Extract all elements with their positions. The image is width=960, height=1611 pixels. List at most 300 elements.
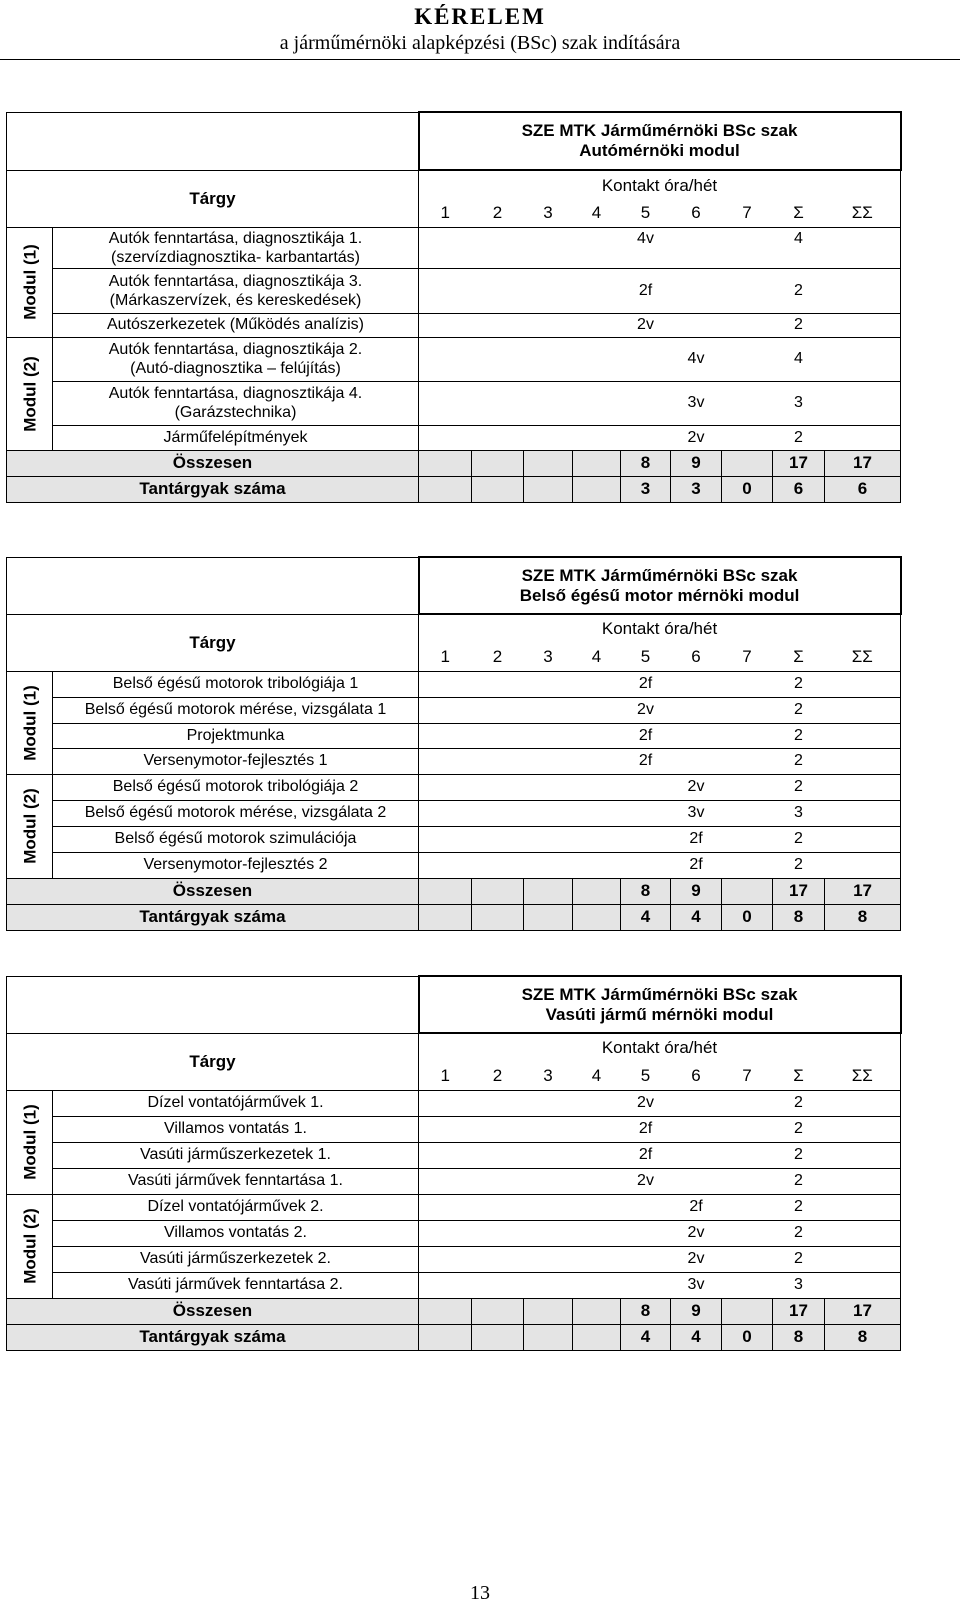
table-cell — [419, 723, 472, 748]
table-cell — [722, 697, 773, 723]
total-value: 8 — [621, 450, 671, 476]
module-table-1 — [6, 111, 873, 503]
subject-cell: Projektmunka — [53, 723, 419, 748]
semester-header: 6 — [671, 643, 722, 671]
table-cell — [419, 1194, 472, 1220]
sum-cell: 2 — [773, 697, 825, 723]
document-title: KÉRELEM — [414, 4, 546, 29]
table-cell — [573, 1324, 621, 1350]
hours-cell: 2f — [671, 1194, 722, 1220]
table-title-line1: SZE MTK Járműmérnöki BSc szak — [521, 565, 798, 585]
table-cell — [419, 381, 472, 425]
table-cell — [573, 1246, 621, 1272]
table-cell — [825, 774, 901, 800]
count-value: 8 — [773, 1324, 825, 1350]
table-cell — [573, 826, 621, 852]
table-cell — [419, 774, 472, 800]
table-cell — [573, 476, 621, 502]
sum-cell: 4 — [773, 227, 825, 268]
table-cell — [621, 337, 671, 381]
module-table-3 — [6, 975, 873, 1351]
subject-cell: Belső égésű motorok tribológiája 1 — [53, 671, 419, 697]
total-value: 8 — [621, 1298, 671, 1324]
hours-cell: 4v — [621, 227, 671, 268]
semester-header: 7 — [722, 643, 773, 671]
sum-cell: 2 — [773, 1142, 825, 1168]
subject-cell: Járműfelépítmények — [53, 425, 419, 450]
table-cell — [722, 1272, 773, 1298]
hours-cell: 2f — [621, 1142, 671, 1168]
total-value: 17 — [773, 1298, 825, 1324]
table-cell — [419, 1220, 472, 1246]
table-cell — [472, 1194, 524, 1220]
table-cell — [472, 800, 524, 826]
count-value: 8 — [773, 904, 825, 930]
table-cell — [825, 1246, 901, 1272]
table-title-line1: SZE MTK Járműmérnöki BSc szak — [521, 121, 798, 140]
subject-cell: Belső égésű motorok mérése, vizsgálata 2 — [53, 800, 419, 826]
table-cell — [472, 748, 524, 774]
table-cell — [573, 227, 621, 268]
table-cell — [722, 1246, 773, 1272]
table-cell — [621, 1220, 671, 1246]
total-label: Összesen — [7, 450, 419, 476]
table-cell — [573, 425, 621, 450]
table-cell — [722, 774, 773, 800]
hours-cell: 2v — [671, 774, 722, 800]
table-cell — [621, 826, 671, 852]
sum-cell: 2 — [773, 425, 825, 450]
sum-cell: 2 — [773, 723, 825, 748]
table-cell — [573, 337, 621, 381]
table-cell — [524, 1246, 573, 1272]
hours-cell: 2v — [671, 1220, 722, 1246]
table-cell — [524, 1194, 573, 1220]
table-cell — [825, 1116, 901, 1142]
hours-cell: 2v — [621, 313, 671, 337]
table-cell — [621, 774, 671, 800]
table-cell — [722, 878, 773, 904]
table-cell — [524, 450, 573, 476]
table-cell — [621, 425, 671, 450]
subject-cell: Belső égésű motorok szimulációja — [53, 826, 419, 852]
table-cell — [524, 313, 573, 337]
total-value: 17 — [825, 878, 901, 904]
table-cell — [825, 313, 901, 337]
table-cell — [671, 313, 722, 337]
subject-cell: Autók fenntartása, diagnosztikája 1. (szervízdiagnosztika- karbantartás) — [53, 227, 419, 268]
sum-header: Σ — [773, 1062, 825, 1090]
table-cell — [472, 1298, 524, 1324]
total-value: 9 — [671, 450, 722, 476]
table-cell — [419, 1272, 472, 1298]
count-value: 0 — [722, 904, 773, 930]
subject-header: Tárgy — [7, 170, 419, 227]
table-cell — [825, 800, 901, 826]
subject-cell: Dízel vontatójárművek 1. — [53, 1090, 419, 1116]
sum-cell: 3 — [773, 1272, 825, 1298]
subject-cell: Versenymotor-fejlesztés 2 — [53, 852, 419, 878]
subject-cell: Villamos vontatás 2. — [53, 1220, 419, 1246]
table-cell — [722, 852, 773, 878]
table-cell — [472, 227, 524, 268]
table-cell — [524, 697, 573, 723]
table-cell — [621, 381, 671, 425]
module-table-2 — [6, 556, 873, 931]
hours-cell: 2f — [621, 748, 671, 774]
count-value: 4 — [671, 1324, 722, 1350]
table-cell — [419, 904, 472, 930]
total-value: 17 — [825, 450, 901, 476]
table-cell — [573, 748, 621, 774]
subject-cell: Versenymotor-fejlesztés 1 — [53, 748, 419, 774]
table-cell — [722, 1168, 773, 1194]
count-value: 4 — [671, 904, 722, 930]
table-cell — [722, 425, 773, 450]
subject-cell: Autók fenntartása, diagnosztikája 3. (Márkaszervízek, és kereskedések) — [53, 268, 419, 313]
semester-header: 4 — [573, 643, 621, 671]
table-cell — [825, 723, 901, 748]
table-cell — [524, 1298, 573, 1324]
table-cell — [472, 1168, 524, 1194]
hours-cell: 2f — [621, 723, 671, 748]
table-cell — [419, 697, 472, 723]
hours-cell: 2f — [621, 1116, 671, 1142]
grand-sum-header: ΣΣ — [825, 200, 901, 227]
table-cell — [524, 1168, 573, 1194]
count-value: 4 — [621, 1324, 671, 1350]
subject-header: Tárgy — [7, 1033, 419, 1090]
table-cell — [472, 697, 524, 723]
hours-cell: 3v — [671, 381, 722, 425]
sum-cell: 2 — [773, 1194, 825, 1220]
table-cell — [472, 1246, 524, 1272]
semester-header: 6 — [671, 200, 722, 227]
table-cell — [524, 381, 573, 425]
table-cell — [472, 1272, 524, 1298]
table-cell — [573, 1090, 621, 1116]
contact-hours-header: Kontakt óra/hét — [419, 614, 901, 643]
table-cell — [472, 671, 524, 697]
hours-cell: 2v — [621, 1168, 671, 1194]
sum-cell: 2 — [773, 1090, 825, 1116]
table-cell — [419, 227, 472, 268]
table-cell — [573, 313, 621, 337]
total-label: Összesen — [7, 878, 419, 904]
module-label: Modul (2) — [7, 337, 53, 450]
sum-cell: 2 — [773, 826, 825, 852]
table-cell — [524, 878, 573, 904]
table-cell — [825, 337, 901, 381]
count-value: 0 — [722, 476, 773, 502]
table-cell — [524, 1116, 573, 1142]
subject-cell: Villamos vontatás 1. — [53, 1116, 419, 1142]
table-cell — [472, 381, 524, 425]
table-title — [419, 112, 901, 170]
table-cell — [472, 337, 524, 381]
hours-cell: 2v — [671, 425, 722, 450]
table-cell — [722, 268, 773, 313]
table-title-line1: SZE MTK Járműmérnöki BSc szak — [521, 984, 798, 1004]
table-cell — [722, 381, 773, 425]
table-cell — [573, 723, 621, 748]
semester-header: 5 — [621, 1062, 671, 1090]
header-rule — [0, 59, 960, 60]
subject-cell: Autók fenntartása, diagnosztikája 4. (Garázstechnika) — [53, 381, 419, 425]
table-cell — [671, 1168, 722, 1194]
table-cell — [472, 1220, 524, 1246]
count-value: 0 — [722, 1324, 773, 1350]
table-cell — [573, 1168, 621, 1194]
table-cell — [573, 800, 621, 826]
table-cell — [419, 425, 472, 450]
table-cell — [573, 268, 621, 313]
table-cell — [419, 852, 472, 878]
table-cell — [621, 1194, 671, 1220]
table-cell — [524, 904, 573, 930]
table-cell — [419, 671, 472, 697]
table-cell — [524, 1220, 573, 1246]
table-cell — [573, 1272, 621, 1298]
table-cell — [722, 1142, 773, 1168]
table-cell — [722, 1298, 773, 1324]
title-spacer — [7, 557, 419, 614]
table-cell — [419, 268, 472, 313]
table-cell — [472, 774, 524, 800]
table-cell — [825, 748, 901, 774]
contact-hours-header: Kontakt óra/hét — [419, 170, 901, 200]
hours-cell: 2f — [621, 268, 671, 313]
semester-header: 1 — [419, 1062, 472, 1090]
table-cell — [573, 1220, 621, 1246]
table-cell — [524, 337, 573, 381]
table-title-line2: Autómérnöki modul — [579, 141, 740, 160]
table-cell — [573, 852, 621, 878]
subject-cell: Belső égésű motorok mérése, vizsgálata 1 — [53, 697, 419, 723]
table-cell — [722, 748, 773, 774]
table-cell — [472, 313, 524, 337]
table-cell — [524, 268, 573, 313]
table-cell — [722, 313, 773, 337]
table-cell — [472, 1090, 524, 1116]
total-value: 8 — [621, 878, 671, 904]
table-cell — [524, 774, 573, 800]
table-cell — [419, 1324, 472, 1350]
semester-header: 3 — [524, 643, 573, 671]
hours-cell: 2v — [671, 1246, 722, 1272]
sum-cell: 3 — [773, 800, 825, 826]
total-value: 17 — [773, 878, 825, 904]
sum-cell: 2 — [773, 1246, 825, 1272]
document-subtitle: a járműmérnöki alapképzési (BSc) szak indítására — [279, 32, 681, 54]
table-title — [419, 557, 901, 614]
hours-cell: 2f — [621, 671, 671, 697]
table-cell — [573, 450, 621, 476]
table-cell — [573, 774, 621, 800]
semester-header: 6 — [671, 1062, 722, 1090]
semester-header: 7 — [722, 200, 773, 227]
table-cell — [419, 313, 472, 337]
table-cell — [472, 904, 524, 930]
table-cell — [825, 1168, 901, 1194]
table-cell — [573, 381, 621, 425]
sum-cell: 2 — [773, 774, 825, 800]
semester-header: 2 — [472, 1062, 524, 1090]
table-cell — [825, 1142, 901, 1168]
title-spacer — [7, 112, 419, 170]
table-cell — [472, 1142, 524, 1168]
table-cell — [524, 425, 573, 450]
table-cell — [825, 381, 901, 425]
table-cell — [722, 671, 773, 697]
total-value: 17 — [825, 1298, 901, 1324]
table-cell — [573, 878, 621, 904]
table-cell — [825, 1194, 901, 1220]
table-cell — [573, 671, 621, 697]
table-cell — [573, 1194, 621, 1220]
sum-cell: 2 — [773, 1116, 825, 1142]
table-cell — [825, 425, 901, 450]
module-label: Modul (1) — [7, 1090, 53, 1194]
table-cell — [671, 1090, 722, 1116]
total-value: 9 — [671, 1298, 722, 1324]
table-cell — [825, 1090, 901, 1116]
hours-cell: 2v — [621, 1090, 671, 1116]
table-cell — [419, 1116, 472, 1142]
count-value: 3 — [671, 476, 722, 502]
count-label: Tantárgyak száma — [7, 1324, 419, 1350]
table-cell — [419, 337, 472, 381]
table-cell — [472, 826, 524, 852]
table-cell — [573, 1142, 621, 1168]
sum-cell: 2 — [773, 1168, 825, 1194]
table-cell — [825, 852, 901, 878]
table-cell — [419, 476, 472, 502]
table-cell — [722, 826, 773, 852]
table-cell — [573, 1298, 621, 1324]
subject-cell: Belső égésű motorok tribológiája 2 — [53, 774, 419, 800]
sum-cell: 4 — [773, 337, 825, 381]
subject-cell: Dízel vontatójárművek 2. — [53, 1194, 419, 1220]
hours-cell: 4v — [671, 337, 722, 381]
table-cell — [524, 227, 573, 268]
table-cell — [722, 1220, 773, 1246]
table-cell — [722, 1116, 773, 1142]
count-label: Tantárgyak száma — [7, 904, 419, 930]
subject-header: Tárgy — [7, 614, 419, 671]
table-cell — [472, 450, 524, 476]
sum-cell: 2 — [773, 313, 825, 337]
subject-cell: Vasúti járműszerkezetek 1. — [53, 1142, 419, 1168]
table-cell — [621, 1246, 671, 1272]
table-cell — [419, 1298, 472, 1324]
sum-cell: 2 — [773, 1220, 825, 1246]
semester-header: 5 — [621, 200, 671, 227]
table-cell — [472, 268, 524, 313]
table-cell — [524, 476, 573, 502]
table-cell — [524, 723, 573, 748]
table-cell — [573, 904, 621, 930]
table-cell — [825, 671, 901, 697]
subject-cell: Autószerkezetek (Működés analízis) — [53, 313, 419, 337]
table-cell — [573, 1116, 621, 1142]
table-cell — [825, 826, 901, 852]
table-cell — [722, 1194, 773, 1220]
table-title-line2: Vasúti jármű mérnöki modul — [545, 1004, 774, 1024]
sum-cell: 2 — [773, 852, 825, 878]
table-title-line2: Belső égésű motor mérnöki modul — [519, 585, 800, 605]
table-cell — [472, 1324, 524, 1350]
table-cell — [671, 748, 722, 774]
table-cell — [621, 1272, 671, 1298]
table-cell — [472, 723, 524, 748]
count-value: 3 — [621, 476, 671, 502]
sum-cell: 2 — [773, 748, 825, 774]
semester-header: 2 — [472, 200, 524, 227]
count-value: 6 — [825, 476, 901, 502]
sum-header: Σ — [773, 643, 825, 671]
table-cell — [472, 425, 524, 450]
semester-header: 4 — [573, 200, 621, 227]
count-value: 8 — [825, 1324, 901, 1350]
table-cell — [671, 1116, 722, 1142]
table-cell — [472, 878, 524, 904]
subject-cell: Vasúti járművek fenntartása 1. — [53, 1168, 419, 1194]
count-value: 6 — [773, 476, 825, 502]
table-cell — [825, 1272, 901, 1298]
hours-cell: 3v — [671, 800, 722, 826]
contact-hours-header: Kontakt óra/hét — [419, 1033, 901, 1062]
table-cell — [825, 697, 901, 723]
table-cell — [472, 476, 524, 502]
total-value: 9 — [671, 878, 722, 904]
table-cell — [524, 1142, 573, 1168]
table-cell — [722, 227, 773, 268]
table-cell — [419, 878, 472, 904]
table-cell — [524, 1324, 573, 1350]
table-cell — [671, 1142, 722, 1168]
table-cell — [671, 227, 722, 268]
semester-header: 3 — [524, 200, 573, 227]
table-cell — [621, 852, 671, 878]
module-label: Modul (1) — [7, 227, 53, 337]
table-cell — [419, 800, 472, 826]
table-cell — [671, 723, 722, 748]
grand-sum-header: ΣΣ — [825, 643, 901, 671]
sum-cell: 3 — [773, 381, 825, 425]
sum-cell: 2 — [773, 268, 825, 313]
table-cell — [524, 748, 573, 774]
table-cell — [825, 1220, 901, 1246]
table-cell — [671, 268, 722, 313]
semester-header: 7 — [722, 1062, 773, 1090]
table-cell — [722, 337, 773, 381]
title-spacer — [7, 976, 419, 1033]
hours-cell: 3v — [671, 1272, 722, 1298]
table-cell — [419, 826, 472, 852]
table-cell — [524, 1090, 573, 1116]
table-cell — [825, 227, 901, 268]
count-label: Tantárgyak száma — [7, 476, 419, 502]
table-cell — [573, 697, 621, 723]
table-cell — [722, 1090, 773, 1116]
table-cell — [419, 1246, 472, 1272]
total-value: 17 — [773, 450, 825, 476]
table-cell — [419, 1090, 472, 1116]
total-label: Összesen — [7, 1298, 419, 1324]
table-cell — [419, 450, 472, 476]
table-cell — [524, 852, 573, 878]
